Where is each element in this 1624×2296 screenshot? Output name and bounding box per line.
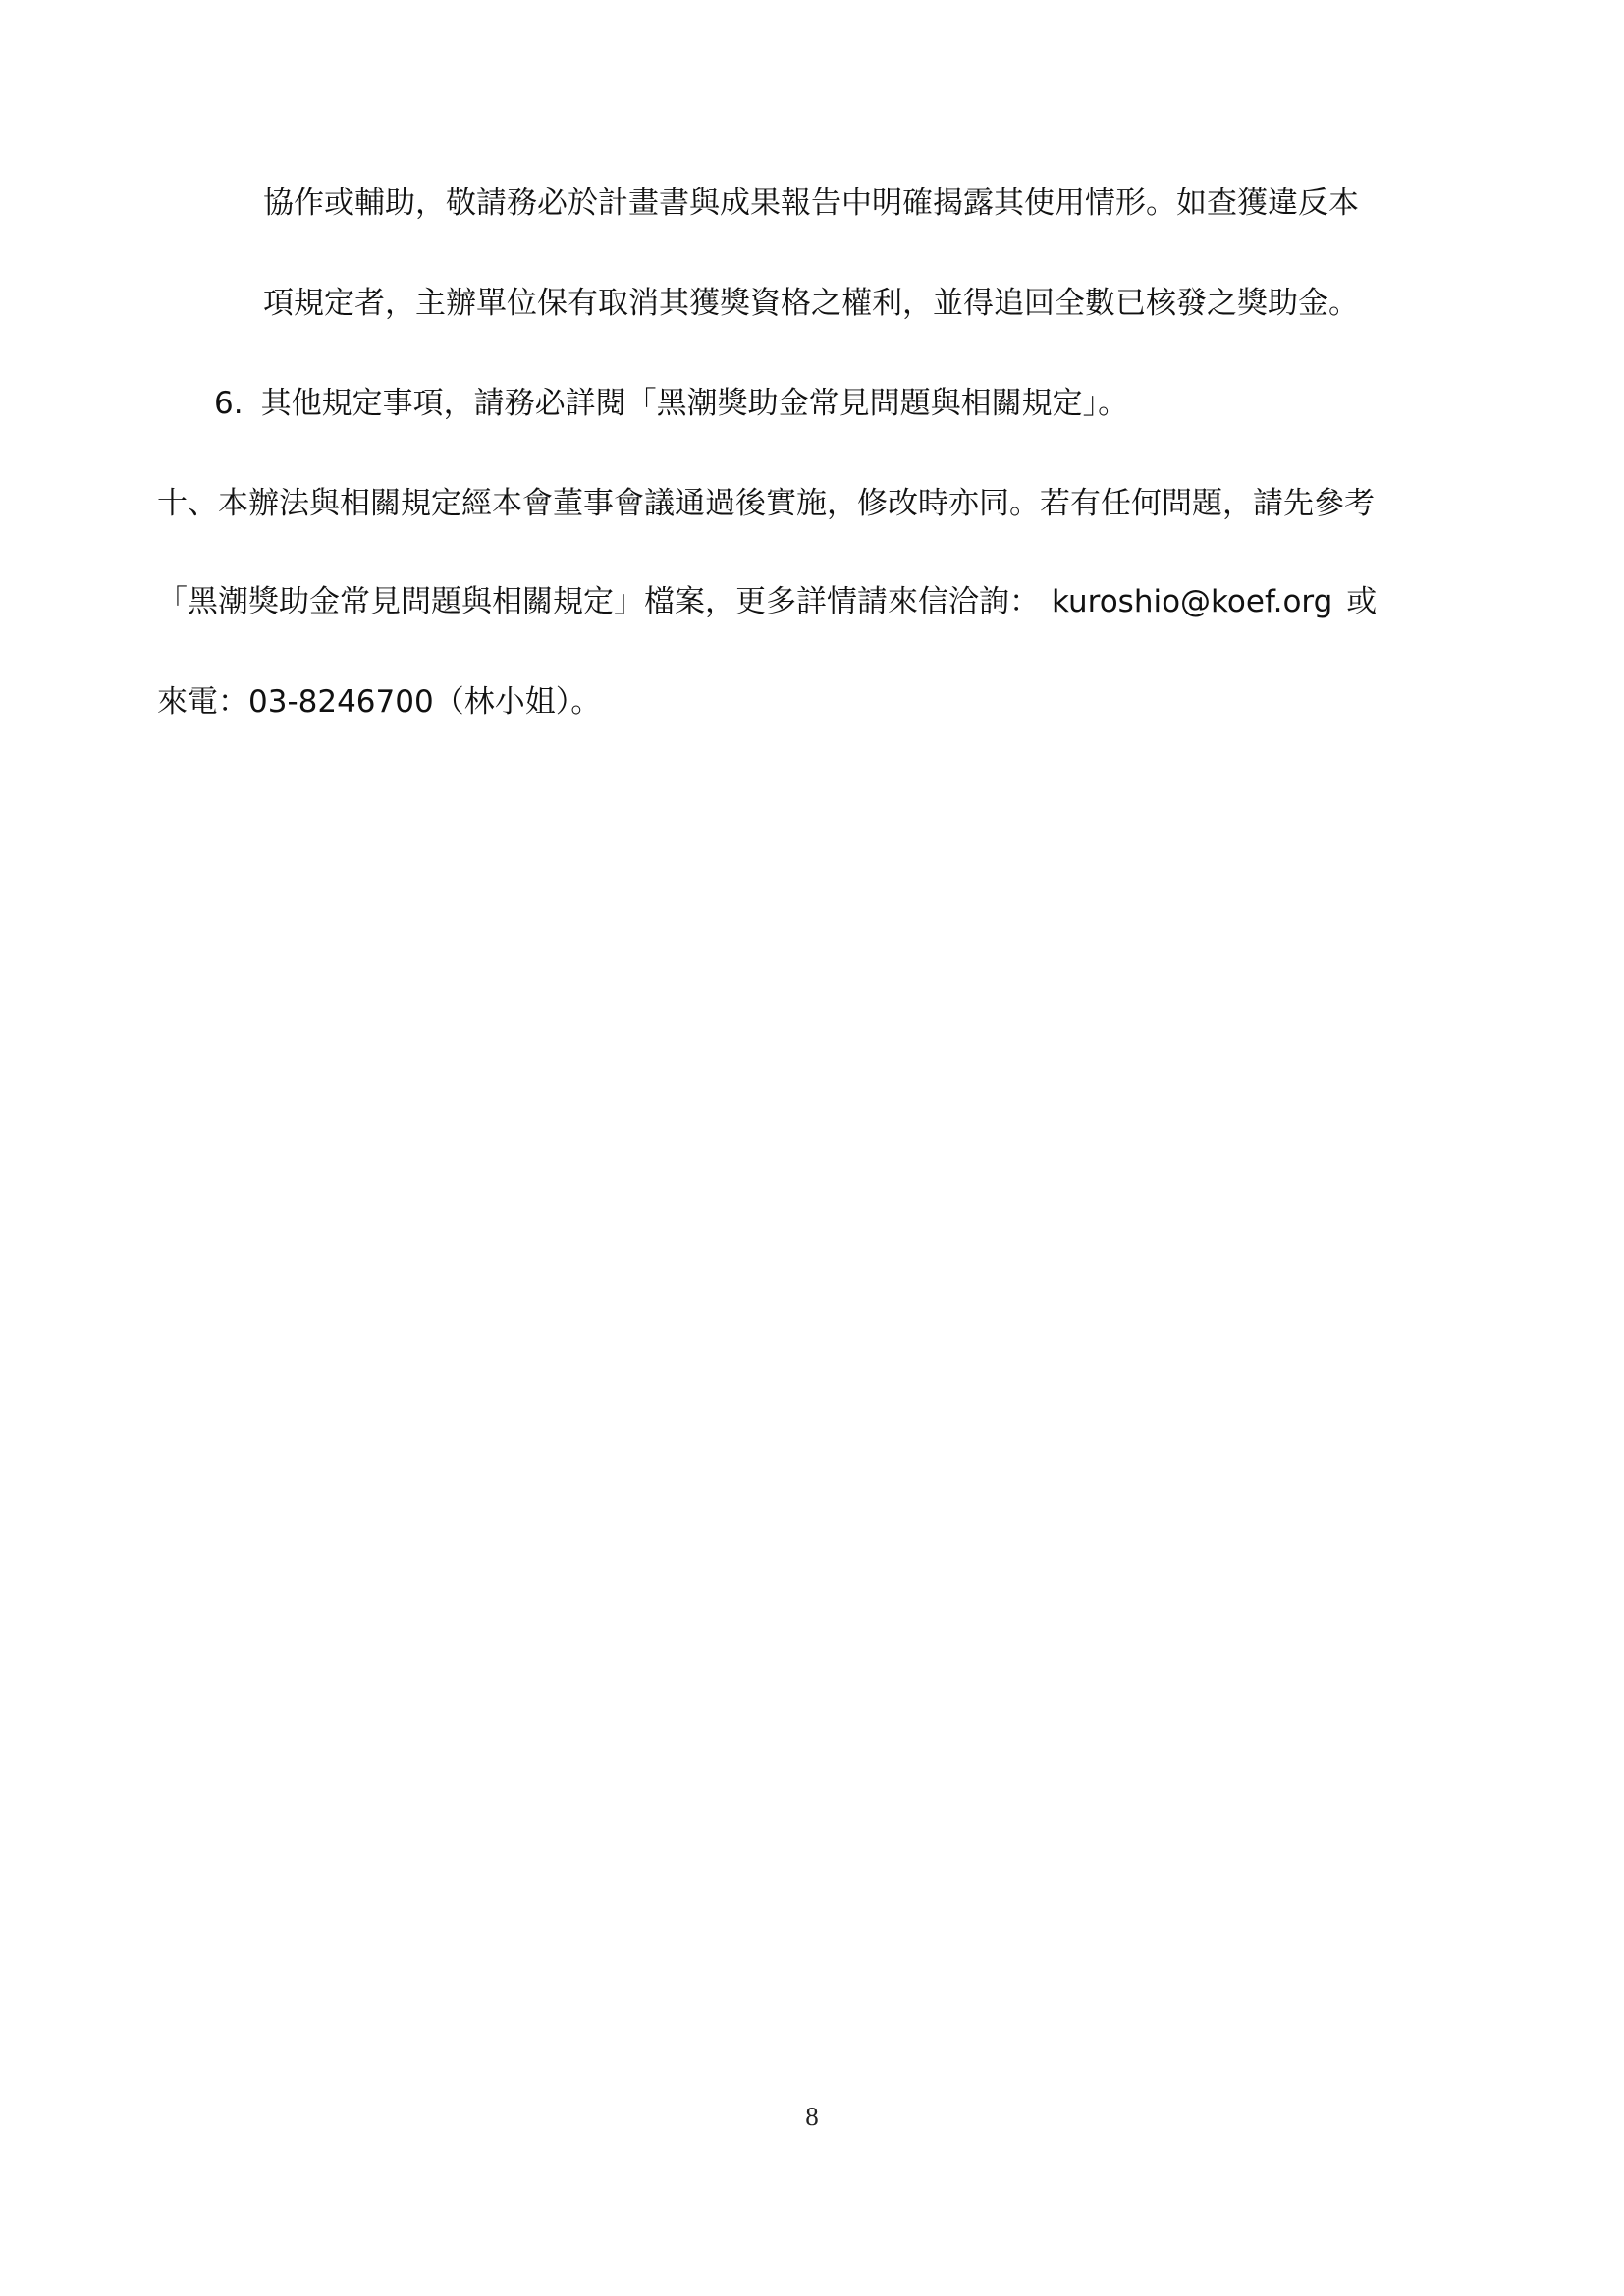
phone-line: 來電：03-8246700（林小姐）。 bbox=[157, 684, 602, 720]
paragraph-line: 項規定者，主辦單位保有取消其獲獎資格之權利，並得追回全數已核發之獎助金。 bbox=[263, 286, 1359, 321]
page-number: 8 bbox=[805, 2102, 819, 2131]
paragraph-line: 協作或輔助，敬請務必於計畫書與成果報告中明確揭露其使用情形。如查獲違反本 bbox=[263, 186, 1359, 221]
list-item-6 bbox=[214, 384, 1128, 423]
section-10-contact-line bbox=[157, 582, 1377, 621]
contact-conjunction: 或 bbox=[1346, 584, 1378, 619]
contact-text: 「黑潮獎助金常見問題與相關規定」檔案，更多詳情請來信洽詢： bbox=[157, 584, 1040, 619]
email-address: kuroshio@koef.org bbox=[1052, 584, 1333, 619]
list-item-text: 其他規定事項，請務必詳閱「黑潮獎助金常見問題與相關規定」。 bbox=[260, 386, 1129, 421]
list-item-number: 6. bbox=[214, 386, 244, 421]
section-10-line: 十、本辦法與相關規定經本會董事會議通過後實施，修改時亦同。若有任何問題，請先參考 bbox=[157, 486, 1375, 521]
